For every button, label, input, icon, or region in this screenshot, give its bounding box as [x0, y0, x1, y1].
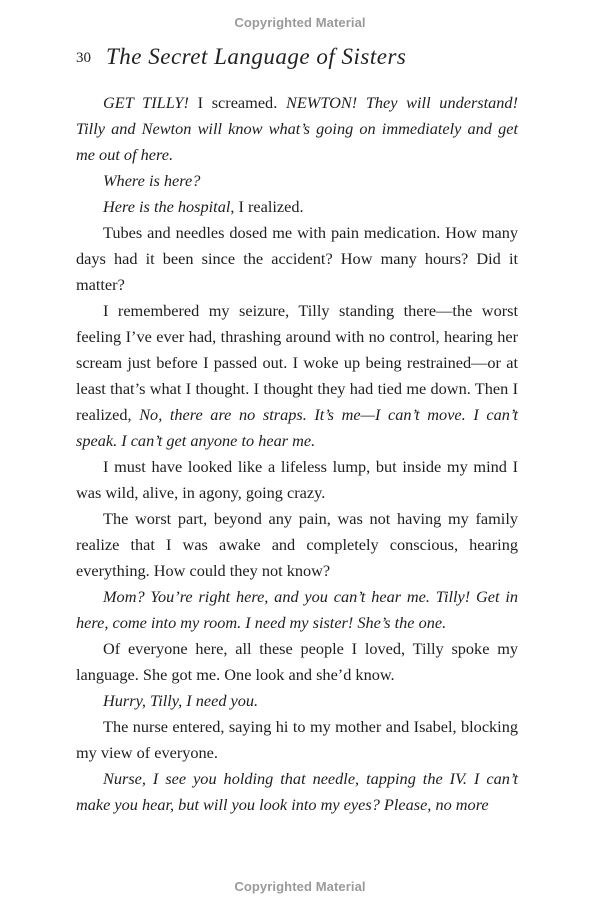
italic-text: No, there are no straps. It’s me—I can’t move. I can’t speak. I can’t get anyone to hear me.: [76, 405, 518, 450]
book-title: The Secret Language of Sisters: [106, 44, 407, 69]
italic-text: Hurry, Tilly, I need you.: [103, 691, 259, 710]
roman-text: Of everyone here, all these people I loved, Tilly spoke my language. She got me. One look and she’d know.: [76, 639, 518, 684]
page-number: 30: [76, 50, 91, 66]
paragraph: [76, 688, 518, 714]
italic-text: GET TILLY!: [103, 93, 189, 112]
roman-text: I screamed.: [188, 93, 286, 112]
paragraph: [76, 636, 518, 688]
body-text: [76, 90, 518, 818]
copyright-watermark-bottom: Copyrighted Material: [234, 879, 366, 894]
paragraph: [76, 298, 518, 454]
running-head: [76, 44, 526, 74]
roman-text: Tubes and needles dosed me with pain medication. How many days had it been since the accident? How many hours? Did it matter?: [76, 223, 518, 294]
paragraph: [76, 220, 518, 298]
paragraph: [76, 194, 518, 220]
italic-text: Where is here?: [103, 171, 201, 190]
paragraph: [76, 766, 518, 818]
roman-text: The worst part, beyond any pain, was not having my family realize that I was awake and completely conscious, hearing everything. How could they not know?: [76, 509, 518, 580]
copyright-watermark-top: Copyrighted Material: [234, 15, 366, 30]
paragraph: [76, 714, 518, 766]
roman-text: The nurse entered, saying hi to my mother and Isabel, blocking my view of everyone.: [76, 717, 518, 762]
italic-text: Here is the hospital: [103, 197, 231, 216]
paragraph: [76, 454, 518, 506]
paragraph: [76, 506, 518, 584]
italic-text: NEWTON! They will understand! Tilly and Newton will know what’s going on immediately and get me out of here.: [76, 93, 518, 164]
roman-text: I must have looked like a lifeless lump, but inside my mind I was wild, alive, in agony, going crazy.: [76, 457, 518, 502]
roman-text: I remembered my seizure, Tilly standing there—the worst feeling I’ve ever had, thrashing around with no control, hearing her scream just before I passed out. I woke up being restrained—or at least that’s what I thought. I thought they had tied me down. Then I realized,: [76, 301, 518, 424]
roman-text: , I realized.: [230, 197, 304, 216]
italic-text: Mom? You’re right here, and you can’t hear me. Tilly! Get in here, come into my room. I need my sister! She’s the one.: [76, 587, 518, 632]
paragraph: [76, 90, 518, 168]
paragraph: [76, 584, 518, 636]
paragraph: [76, 168, 518, 194]
italic-text: Nurse, I see you holding that needle, tapping the IV. I can’t make you hear, but will you look into my eyes? Please, no more: [76, 769, 518, 814]
